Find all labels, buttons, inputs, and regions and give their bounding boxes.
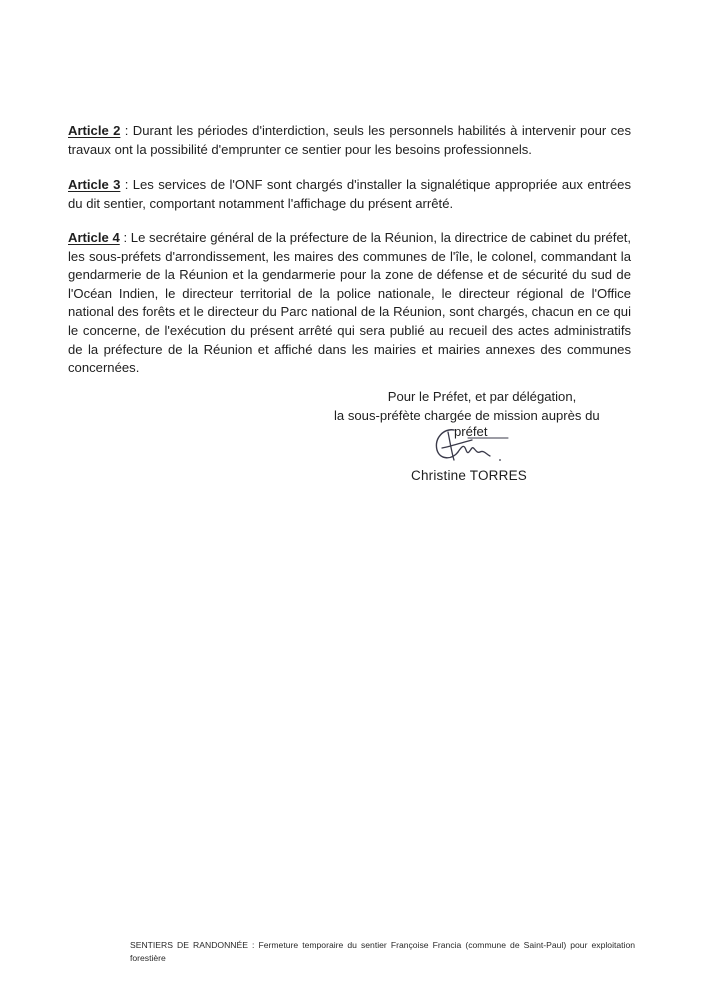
signatory-role-continued: préfet [454, 424, 488, 440]
article-4-separator: : [119, 230, 131, 245]
delegation-line: Pour le Préfet, et par délégation, [387, 389, 577, 404]
article-3 [68, 176, 631, 213]
footer-caption: SENTIERS DE RANDONNÉE : Fermeture temporaire du sentier Françoise Francia (commune de Saint-Paul) pour exploitation forestière [130, 940, 635, 963]
article-4-label: Article 4 [68, 230, 120, 245]
article-4 [68, 229, 631, 378]
article-2-label: Article 2 [68, 123, 121, 138]
signatory-role: la sous-préfète chargée de mission auprès du [334, 407, 600, 423]
article-2-separator: : [120, 123, 133, 138]
handwritten-signature [428, 420, 523, 468]
signer-name: Christine TORRES [411, 468, 527, 483]
article-3-separator: : [120, 177, 133, 192]
article-2 [68, 122, 631, 159]
article-3-label: Article 3 [68, 177, 121, 192]
article-2-text: Durant les périodes d'interdiction, seuls les personnels habilités à intervenir pour ces travaux ont la possibilité d'emprunter ce sentier pour les besoins professionnels. [68, 123, 632, 157]
article-4-text: Le secrétaire général de la préfecture de la Réunion, la directrice de cabinet du préfet, les sous-préfets d'arrondissement, les maires des communes de l'île, le colonel, commandant la gendarmerie de la Réunion et la gendarmerie pour la zone de défense et de sécurité du sud de l'Océan Indien, le directeur territorial de la police nationale, le directeur régional de l'Office national des forêts et le directeur du Parc national de la Réunion, sont chargés, chacun en ce qui le concerne, de l'exécution du présent arrêté qui sera publié au recueil des actes administratifs de la préfecture de la Réunion et affiché dans les mairies et mairies annexes des communes concernées. [68, 230, 632, 376]
article-3-text: Les services de l'ONF sont chargés d'installer la signalétique appropriée aux entrées du dit sentier, comportant notamment l'affichage du présent arrêté. [68, 177, 632, 211]
